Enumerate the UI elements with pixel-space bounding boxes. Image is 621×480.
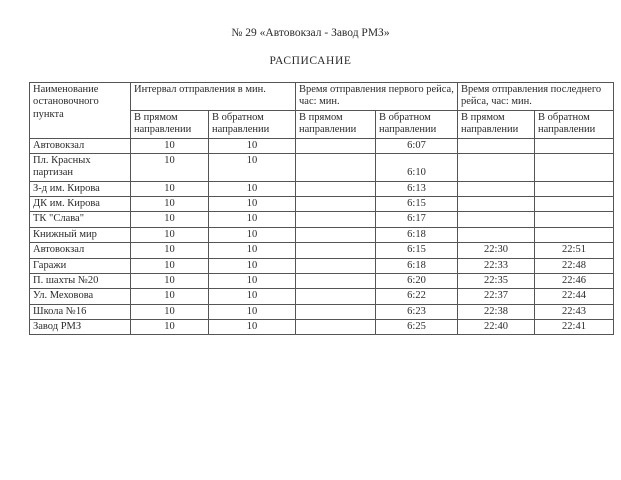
schedule-title: РАСПИСАНИЕ	[269, 55, 352, 67]
last-trip-forward-cell	[458, 138, 535, 153]
first-trip-forward-cell	[296, 153, 376, 181]
interval-forward-cell: 10	[131, 243, 209, 258]
interval-forward-cell: 10	[131, 258, 209, 273]
last-trip-forward-cell	[458, 227, 535, 242]
interval-backward-cell: 10	[209, 289, 296, 304]
first-trip-backward-cell: 6:10	[376, 153, 458, 181]
interval-backward-cell: 10	[209, 304, 296, 319]
last-trip-backward-cell	[535, 227, 614, 242]
col-group-interval: Интервал отправления в мин.	[131, 83, 296, 111]
interval-forward-cell: 10	[131, 212, 209, 227]
first-trip-backward-cell: 6:07	[376, 138, 458, 153]
interval-backward-cell: 10	[209, 273, 296, 288]
first-trip-backward-cell: 6:18	[376, 258, 458, 273]
table-row	[30, 320, 614, 335]
stop-name-cell: Пл. Красных партизан	[30, 153, 131, 181]
table-row	[30, 258, 614, 273]
interval-backward-cell: 10	[209, 258, 296, 273]
interval-backward-cell: 10	[209, 227, 296, 242]
interval-forward-cell: 10	[131, 227, 209, 242]
last-trip-forward-cell	[458, 181, 535, 196]
last-trip-backward-cell: 22:46	[535, 273, 614, 288]
last-trip-backward-cell: 22:51	[535, 243, 614, 258]
col-header-stop-name: Наименование остановочного пункта	[30, 83, 131, 139]
first-trip-backward-cell: 6:13	[376, 181, 458, 196]
table-row	[30, 181, 614, 196]
first-trip-forward-cell	[296, 138, 376, 153]
last-trip-backward-cell: 22:43	[535, 304, 614, 319]
stop-name-cell: Книжный мир	[30, 227, 131, 242]
first-trip-backward-cell: 6:15	[376, 243, 458, 258]
first-trip-forward-cell	[296, 289, 376, 304]
last-trip-forward-cell: 22:35	[458, 273, 535, 288]
interval-backward-cell: 10	[209, 181, 296, 196]
last-trip-forward-cell: 22:37	[458, 289, 535, 304]
interval-backward-cell: 10	[209, 212, 296, 227]
last-trip-backward-cell	[535, 197, 614, 212]
first-trip-forward-cell	[296, 320, 376, 335]
subheader-last-forward: В прямом направлении	[458, 110, 535, 138]
last-trip-forward-cell: 22:33	[458, 258, 535, 273]
stop-name-cell: Автовокзал	[30, 243, 131, 258]
last-trip-forward-cell	[458, 197, 535, 212]
interval-forward-cell: 10	[131, 197, 209, 212]
interval-forward-cell: 10	[131, 138, 209, 153]
interval-backward-cell: 10	[209, 153, 296, 181]
last-trip-forward-cell	[458, 212, 535, 227]
route-title: № 29 «Автовокзал - Завод РМЗ»	[231, 27, 390, 39]
table-row	[30, 289, 614, 304]
first-trip-forward-cell	[296, 212, 376, 227]
first-trip-backward-cell: 6:15	[376, 197, 458, 212]
last-trip-backward-cell: 22:48	[535, 258, 614, 273]
last-trip-backward-cell	[535, 138, 614, 153]
interval-forward-cell: 10	[131, 153, 209, 181]
first-trip-forward-cell	[296, 181, 376, 196]
subheader-first-backward: В обратном направлении	[376, 110, 458, 138]
last-trip-backward-cell	[535, 212, 614, 227]
subheader-first-forward: В прямом направлении	[296, 110, 376, 138]
timetable	[29, 82, 614, 335]
last-trip-forward-cell	[458, 153, 535, 181]
last-trip-backward-cell	[535, 181, 614, 196]
stop-name-cell: ДК им. Кирова	[30, 197, 131, 212]
col-group-first-trip: Время отправления первого рейса, час: мин.	[296, 83, 458, 111]
table-row	[30, 227, 614, 242]
first-trip-forward-cell	[296, 243, 376, 258]
stop-name-cell: З-д им. Кирова	[30, 181, 131, 196]
last-trip-backward-cell	[535, 153, 614, 181]
interval-forward-cell: 10	[131, 304, 209, 319]
interval-backward-cell: 10	[209, 243, 296, 258]
first-trip-backward-cell: 6:25	[376, 320, 458, 335]
last-trip-backward-cell: 22:44	[535, 289, 614, 304]
stop-name-cell: Завод РМЗ	[30, 320, 131, 335]
last-trip-forward-cell: 22:30	[458, 243, 535, 258]
interval-backward-cell: 10	[209, 320, 296, 335]
stop-name-cell: Школа №16	[30, 304, 131, 319]
first-trip-forward-cell	[296, 304, 376, 319]
first-trip-backward-cell: 6:20	[376, 273, 458, 288]
table-row	[30, 153, 614, 181]
table-row	[30, 304, 614, 319]
first-trip-forward-cell	[296, 197, 376, 212]
interval-backward-cell: 10	[209, 197, 296, 212]
stop-name-cell: П. шахты №20	[30, 273, 131, 288]
stop-name-cell: Ул. Меховова	[30, 289, 131, 304]
last-trip-forward-cell: 22:40	[458, 320, 535, 335]
first-trip-backward-cell: 6:17	[376, 212, 458, 227]
header-group-row	[30, 83, 614, 111]
stop-name-cell: Гаражи	[30, 258, 131, 273]
first-trip-forward-cell	[296, 258, 376, 273]
first-trip-backward-cell: 6:23	[376, 304, 458, 319]
first-trip-forward-cell	[296, 273, 376, 288]
stop-name-cell: ТК "Слава"	[30, 212, 131, 227]
first-trip-backward-cell: 6:18	[376, 227, 458, 242]
table-row	[30, 273, 614, 288]
interval-forward-cell: 10	[131, 320, 209, 335]
last-trip-forward-cell: 22:38	[458, 304, 535, 319]
last-trip-backward-cell: 22:41	[535, 320, 614, 335]
interval-forward-cell: 10	[131, 273, 209, 288]
interval-forward-cell: 10	[131, 181, 209, 196]
table-row	[30, 243, 614, 258]
col-group-last-trip: Время отправления последнего рейса, час: мин.	[458, 83, 614, 111]
table-row	[30, 138, 614, 153]
first-trip-backward-cell: 6:22	[376, 289, 458, 304]
stop-name-cell: Автовокзал	[30, 138, 131, 153]
subheader-interval-forward: В прямом направлении	[131, 110, 209, 138]
interval-forward-cell: 10	[131, 289, 209, 304]
table-row	[30, 197, 614, 212]
table-row	[30, 212, 614, 227]
subheader-last-backward: В обратном направлении	[535, 110, 614, 138]
first-trip-forward-cell	[296, 227, 376, 242]
interval-backward-cell: 10	[209, 138, 296, 153]
subheader-interval-backward: В обратном направлении	[209, 110, 296, 138]
